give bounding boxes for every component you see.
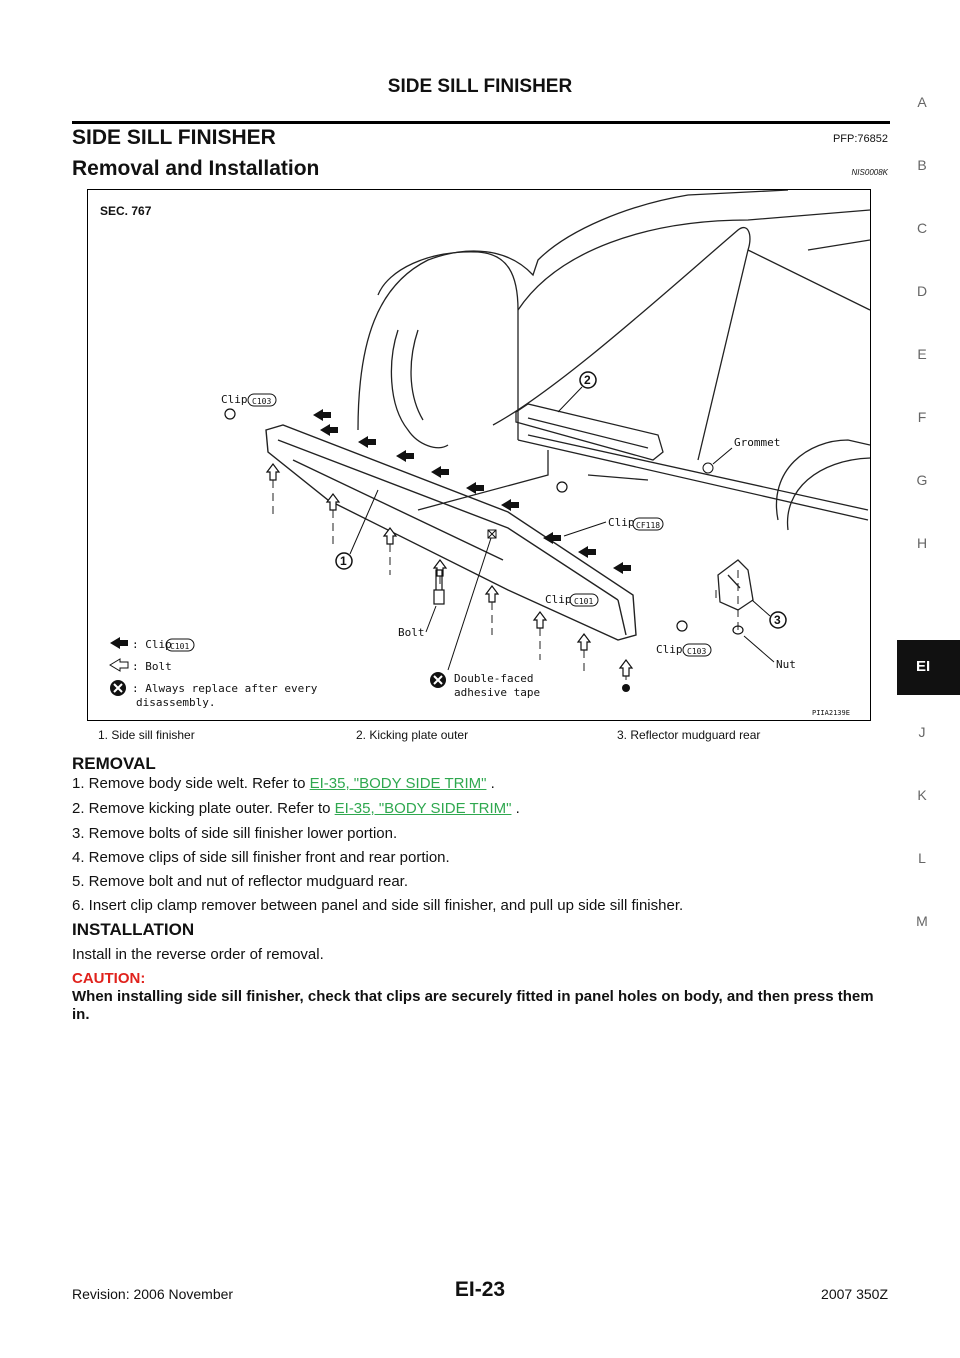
grommet-label: Grommet	[734, 436, 781, 449]
side-index-ei-label: EI	[916, 658, 931, 675]
legend-clip-text: : Clip	[132, 638, 172, 651]
double-faced-label-1: Double-faced	[454, 672, 534, 685]
removal-step-3: 3. Remove bolts of side sill finisher lower portion.	[72, 825, 398, 842]
side-index-a[interactable]: A	[917, 94, 927, 110]
caption-2: 2. Kicking plate outer	[356, 728, 469, 742]
svg-text:CF118: CF118	[636, 521, 661, 530]
clip-c103-bottom-label: Clip	[656, 643, 683, 656]
footer-page-number: EI-23	[454, 1278, 506, 1301]
clip-cf118-label: Clip	[608, 516, 635, 529]
link-body-side-trim[interactable]: EI-35, "BODY SIDE TRIM"	[309, 775, 487, 792]
side-index-b[interactable]: B	[917, 157, 927, 173]
pfp-code: PFP:76852	[832, 133, 888, 145]
side-index-l[interactable]: L	[918, 850, 926, 866]
legend-replace-text-1: : Always replace after every	[132, 682, 318, 695]
caption-1: 1. Side sill finisher	[98, 728, 195, 742]
sec-label: SEC. 767	[100, 204, 152, 218]
kicking-plate-outer	[516, 404, 663, 460]
c103-bottom-badge	[683, 644, 711, 656]
grommet-icon	[703, 448, 732, 473]
svg-text:3: 3	[774, 613, 781, 627]
cf118-badge	[633, 518, 663, 530]
legend-replace-icon	[110, 680, 126, 696]
nut-label: Nut	[776, 658, 796, 671]
legend-clip-arrow-icon	[110, 637, 128, 649]
side-sill-finisher-part	[266, 425, 636, 640]
side-index-c[interactable]: C	[916, 220, 928, 236]
c101-badge	[570, 594, 598, 606]
side-index-g[interactable]: G	[916, 472, 928, 488]
side-index-k[interactable]: K	[917, 787, 927, 803]
nis-code: NIS0008K	[851, 168, 888, 177]
car-body-outline	[358, 190, 870, 530]
bolt-label: Bolt	[398, 626, 425, 639]
removal-heading: REMOVAL	[72, 754, 156, 773]
removal-step-6: 6. Insert clip clamp remover between panel and side sill finisher, and pull up side sill finisher.	[72, 897, 684, 914]
link-body-side-trim-2[interactable]: EI-35, "BODY SIDE TRIM"	[334, 800, 512, 817]
section-title: SIDE SILL FINISHER	[72, 126, 276, 149]
legend-bolt-arrow-icon	[110, 659, 128, 671]
svg-text:C101: C101	[574, 597, 594, 606]
figure-code: PIIA2139E	[812, 709, 850, 717]
legend-replace-text-2: disassembly.	[136, 696, 216, 709]
clip-c101-label: Clip	[545, 593, 572, 606]
footer-model: 2007 350Z	[821, 1286, 888, 1302]
caution-text: When installing side sill finisher, check that clips are securely fitted in panel holes on body, and then press them in.	[72, 988, 874, 1023]
svg-text:2: 2	[584, 373, 591, 387]
removal-step-2: 2. Remove kicking plate outer. Refer to EI-35, "BODY SIDE TRIM" .	[72, 800, 520, 817]
svg-text:C101: C101	[170, 642, 190, 651]
clip-c103-top-label: Clip	[221, 393, 248, 406]
reflector-mudguard-rear	[718, 560, 753, 610]
footer-revision: Revision: 2006 November	[72, 1286, 234, 1302]
double-faced-x-icon	[430, 672, 446, 688]
installation-text: Install in the reverse order of removal.	[72, 946, 324, 963]
header-rule	[72, 121, 890, 124]
side-index-j[interactable]: J	[918, 724, 926, 740]
caption-3: 3. Reflector mudguard rear	[617, 728, 761, 742]
svg-text:1: 1	[340, 554, 347, 568]
page-header: SIDE SILL FINISHER	[387, 76, 573, 97]
legend-bolt-text: : Bolt	[132, 660, 172, 673]
legend	[110, 637, 318, 709]
side-index-e[interactable]: E	[917, 346, 927, 362]
svg-text:C103: C103	[252, 397, 272, 406]
callout-1	[336, 490, 378, 569]
nut-dot	[622, 684, 630, 692]
side-index-ei-active[interactable]	[897, 640, 960, 695]
side-index-f[interactable]: F	[917, 409, 927, 425]
exploded-view-diagram	[88, 190, 870, 720]
subsection-title: Removal and Installation	[72, 157, 320, 180]
caution-label: CAUTION:	[72, 970, 146, 987]
side-index-m[interactable]: M	[916, 913, 928, 929]
svg-text:C103: C103	[687, 647, 707, 656]
removal-step-4: 4. Remove clips of side sill finisher front and rear portion.	[72, 849, 450, 866]
side-index-h[interactable]: H	[916, 535, 928, 551]
removal-step-1: 1. Remove body side welt. Refer to EI-35, "BODY SIDE TRIM" .	[72, 775, 495, 792]
side-index-d[interactable]: D	[916, 283, 928, 299]
removal-step-5: 5. Remove bolt and nut of reflector mudguard rear.	[72, 873, 409, 890]
callout-2	[558, 372, 596, 412]
c103-top-badge	[248, 394, 276, 406]
callout-3	[752, 600, 786, 628]
figure-side-sill-finisher	[87, 189, 871, 721]
installation-heading: INSTALLATION	[72, 920, 195, 939]
double-faced-label-2: adhesive tape	[454, 686, 541, 699]
